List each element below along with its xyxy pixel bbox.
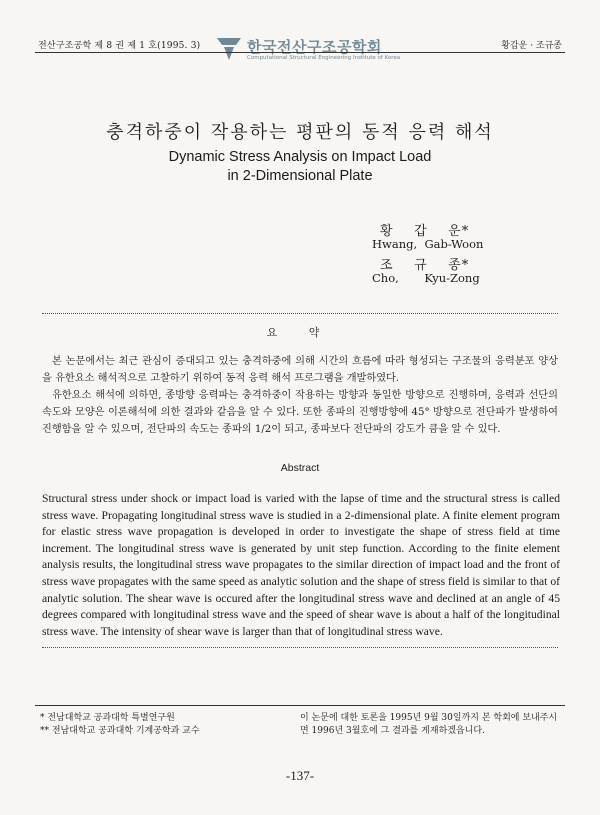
divider-dotted-bottom bbox=[42, 647, 558, 648]
summary-text-1: 본 논문에서는 최근 관심이 증대되고 있는 충격하중에 의해 시간의 흐름에 따라 형성되는 구조물의 응력분포 양상을 유한요소 해석적으로 고찰하기 위하여 동적 응력 해석 프로그램을 개발하였다. bbox=[42, 356, 558, 384]
summary-paragraph-1 bbox=[42, 353, 558, 438]
abstract-text: Structural stress under shock or impact load is varied with the lapse of time and the structural stress is called stress wave. Propagating longitudinal stress wave is studied in a 2-dimensional plate. A finite element program for elastic stress wave propagation is developed in order to investigate the shape of stress field at time increment. The longitudinal stress wave is generated by unit step function. According to the finite element analysis results, the longitudinal stress wave propagates to the similar direction of impact load and the front of stress wave propagates with the same speed as analytic solution and the shape of stress field is similar to that of analytic solution. The shear wave is occured after the longitudinal stress wave and declined at an angle of 45 degrees compared with longitudinal stress wave and the speed of shear wave is about a half of the longitudinal stress wave. The intensity of shear wave is larger than that of longitudinal stress wave. bbox=[42, 492, 560, 638]
divider-dotted-top bbox=[42, 313, 558, 314]
title-english-line2: in 2-Dimensional Plate bbox=[227, 168, 373, 184]
abstract-heading: Abstract bbox=[280, 462, 320, 474]
footnote-author2: ** 전남대학교 공과대학 기계공학과 교수 bbox=[40, 726, 200, 736]
header-rule bbox=[35, 52, 565, 53]
title-english bbox=[0, 148, 600, 186]
discussion-note: 이 논문에 대한 토론을 1995년 9월 30일까지 본 학회에 보내주시면 1996년 3월호에 그 결과를 게재하겠읍니다. bbox=[300, 713, 558, 736]
author2-korean: 조 규 종* bbox=[380, 258, 470, 273]
running-head-authors: 황갑운 · 조규종 bbox=[501, 41, 562, 51]
title-english-line1: Dynamic Stress Analysis on Impact Load bbox=[168, 149, 432, 165]
author1-english: Hwang, Gab-Woon bbox=[372, 237, 484, 251]
journal-info: 전산구조공학 제 8 권 제 1 호(1995. 3) bbox=[38, 41, 201, 51]
logo-korean-text: 한국전산구조공학회 bbox=[247, 38, 382, 56]
footnote-rule bbox=[35, 705, 565, 706]
logo-english-text: Computational Structural Engineering Institute of Korea bbox=[247, 55, 401, 61]
society-logo-icon bbox=[215, 36, 243, 62]
footnote-author1: * 전남대학교 공과대학 특별연구원 bbox=[40, 713, 175, 723]
summary-text-2: 유한요소 해석에 의하면, 종방향 응력파는 충격하중이 작용하는 방향과 동일한 방향으로 진행하며, 응력과 선단의 속도와 모양은 이론해석에 의한 결과와 같음을 알 수 있다. 또한 종파의 진행방향에 45° 방향으로 전단파가 발생하여 진행함을 알 수 있으며, 전단파의 속도는 종파의 1/2이 되고, 종파보다 전단파의 강도가 큼을 알 수 있다. bbox=[42, 390, 558, 435]
author1-korean: 황 갑 운* bbox=[380, 224, 470, 239]
affiliation-footnotes bbox=[40, 712, 200, 738]
page-number: -137- bbox=[285, 768, 315, 783]
summary-heading: 요 약 bbox=[266, 326, 334, 339]
author2-english: Cho, Kyu-Zong bbox=[372, 271, 480, 285]
title-korean: 충격하중이 작용하는 평판의 동적 응력 해석 bbox=[106, 122, 494, 143]
